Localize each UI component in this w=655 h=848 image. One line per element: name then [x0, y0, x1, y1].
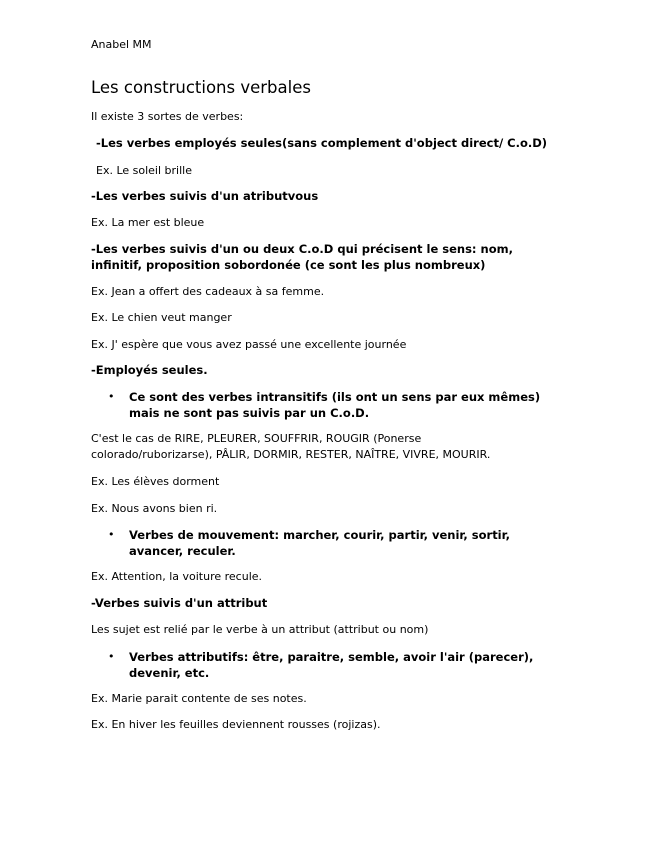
bullet-icon: • [108, 390, 115, 403]
example-text: Ex. Les élèves dorment [91, 475, 220, 488]
page-title: Les constructions verbales [91, 78, 311, 97]
heading-verbes-seules: -Les verbes employés seules(sans complement d'object direct/ C.o.D) [96, 136, 548, 150]
heading-verbes-cod-line1: -Les verbes suivis d'un ou deux C.o.D qui précisent le sens: nom, [91, 242, 513, 256]
example-text: Ex. Jean a offert des cadeaux à sa femme. [91, 285, 325, 298]
section-verbes-attribut: -Verbes suivis d'un attribut [91, 596, 268, 610]
example-text: Ex. Le chien veut manger [91, 311, 232, 324]
intro-text: Il existe 3 sortes de verbes: [91, 110, 244, 123]
bullet-icon: • [108, 528, 115, 541]
example-text: Ex. La mer est bleue [91, 216, 205, 229]
example-text: Ex. Marie parait contente de ses notes. [91, 692, 307, 705]
case-text-line1: C'est le cas de RIRE, PLEURER, SOUFFRIR, ROUGIR (Ponerse [91, 432, 422, 445]
bullet-mouvement-line1: Verbes de mouvement: marcher, courir, partir, venir, sortir, [129, 528, 510, 542]
example-text: Ex. Le soleil brille [96, 164, 192, 177]
sujet-text: Les sujet est relié par le verbe à un attribut (attribut ou nom) [91, 623, 429, 636]
author-name: Anabel MM [91, 38, 152, 51]
bullet-attributifs-line1: Verbes attributifs: être, paraitre, semble, avoir l'air (parecer), [129, 650, 534, 664]
heading-verbes-cod-line2: infinitif, proposition sobordonée (ce sont les plus nombreux) [91, 258, 486, 272]
heading-verbes-attribut: -Les verbes suivis d'un atributvous [91, 189, 319, 203]
example-text: Ex. Attention, la voiture recule. [91, 570, 263, 583]
bullet-attributifs-line2: devenir, etc. [129, 666, 210, 680]
section-employes-seules: -Employés seules. [91, 363, 208, 377]
bullet-intransitifs-line1: Ce sont des verbes intransitifs (ils ont un sens par eux mêmes) [129, 390, 541, 404]
example-text: Ex. En hiver les feuilles deviennent rousses (rojizas). [91, 718, 381, 731]
example-text: Ex. Nous avons bien ri. [91, 502, 218, 515]
case-text-line2: colorado/ruborizarse), PÂLIR, DORMIR, RESTER, NAÎTRE, VIVRE, MOURIR. [91, 448, 491, 461]
bullet-mouvement-line2: avancer, reculer. [129, 544, 236, 558]
bullet-icon: • [108, 650, 115, 663]
bullet-intransitifs-line2: mais ne sont pas suivis par un C.o.D. [129, 406, 370, 420]
example-text: Ex. J' espère que vous avez passé une excellente journée [91, 338, 407, 351]
